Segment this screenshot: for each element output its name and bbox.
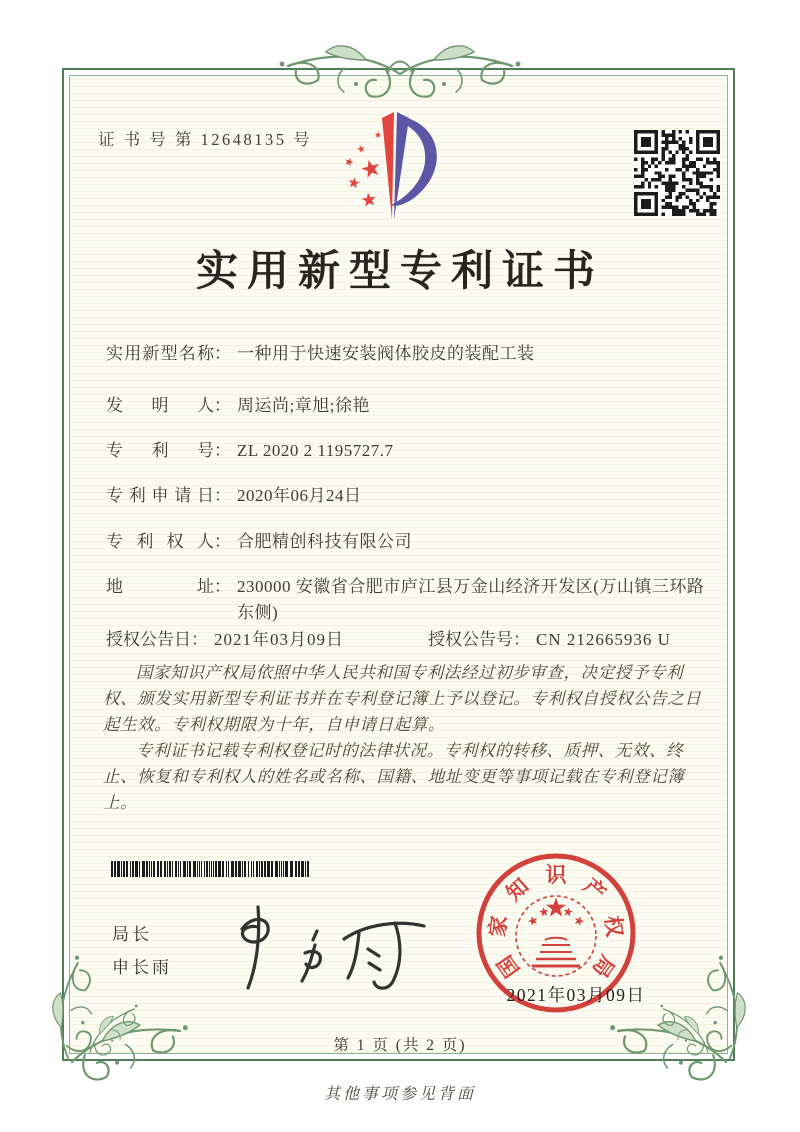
field-label: 专利号 bbox=[106, 441, 214, 460]
legal-text bbox=[103, 660, 704, 816]
field-row-inventor bbox=[106, 393, 738, 419]
svg-text:产: 产 bbox=[578, 873, 611, 906]
svg-text:国: 国 bbox=[492, 950, 525, 982]
field-colon: ： bbox=[214, 486, 231, 505]
field-row-patent-no bbox=[106, 438, 738, 464]
field-row-name bbox=[106, 341, 738, 367]
barcode bbox=[111, 861, 312, 877]
certificate-title: 实用新型专利证书 bbox=[195, 249, 604, 295]
field-colon: ： bbox=[214, 441, 231, 460]
seal-text-arc bbox=[485, 863, 627, 982]
field-value: 230000 安徽省合肥市庐江县万金山经济开发区(万山镇三环路东侧) bbox=[237, 577, 705, 622]
field-value: 合肥精创科技有限公司 bbox=[237, 532, 412, 551]
field-value: 一种用于快速安装阀体胶皮的装配工装 bbox=[237, 344, 535, 363]
svg-text:权: 权 bbox=[600, 914, 627, 939]
grant-date-label: 授权公告日 bbox=[106, 630, 191, 649]
cnipa-logo bbox=[336, 108, 466, 230]
page-indicator: 第 1 页 (共 2 页) bbox=[333, 1037, 467, 1054]
seal-date: 2021年03月09日 bbox=[506, 985, 646, 1005]
field-label: 专利权人 bbox=[106, 532, 214, 551]
field-row-filing-date bbox=[106, 483, 738, 509]
field-label: 实用新型名称 bbox=[106, 344, 214, 363]
certificate-number: 证 书 号 第 12648135 号 bbox=[98, 130, 313, 149]
official-name: 申长雨 bbox=[112, 958, 172, 977]
grant-no-value: CN 212665936 U bbox=[536, 630, 671, 649]
svg-text:家: 家 bbox=[485, 914, 512, 939]
field-label: 专利申请日 bbox=[106, 486, 214, 505]
field-colon: ： bbox=[214, 532, 231, 551]
qr-code bbox=[634, 130, 720, 216]
field-colon: ： bbox=[214, 396, 231, 415]
svg-text:局: 局 bbox=[587, 950, 620, 982]
field-colon: ： bbox=[214, 577, 231, 596]
grant-date-pair bbox=[106, 627, 344, 653]
grant-no-label: 授权公告号 bbox=[428, 630, 513, 649]
grant-no-pair bbox=[428, 627, 671, 653]
back-note: 其他事项参见背面 bbox=[323, 1086, 476, 1103]
field-label: 地址 bbox=[106, 577, 214, 596]
field-value: 2020年06月24日 bbox=[237, 486, 362, 505]
field-value: 周运尚;章旭;徐艳 bbox=[237, 396, 370, 415]
field-colon: ： bbox=[214, 344, 231, 363]
field-row-patentee bbox=[106, 529, 738, 555]
field-label: 发明人 bbox=[106, 396, 214, 415]
svg-text:识: 识 bbox=[545, 863, 567, 887]
grant-date-value: 2021年03月09日 bbox=[214, 630, 344, 649]
field-colon: ： bbox=[191, 630, 208, 649]
legal-paragraph: 专利证书记载专利权登记时的法律状况。专利权的转移、质押、无效、终止、恢复和专利权人的姓名或名称、国籍、地址变更等事项记载在专利登记簿上。 bbox=[103, 741, 685, 812]
legal-paragraph: 国家知识产权局依照中华人民共和国专利法经过初步审查，决定授予专利权、颁发实用新型专利证书并在专利登记簿上予以登记。专利权自授权公告之日起生效。专利权期限为十年，自申请日起算。 bbox=[103, 663, 702, 734]
field-colon: ： bbox=[513, 630, 530, 649]
field-row-address bbox=[106, 574, 738, 626]
field-value: ZL 2020 2 1195727.7 bbox=[237, 441, 394, 460]
official-title: 局长 bbox=[112, 925, 152, 944]
svg-text:知: 知 bbox=[501, 873, 534, 906]
commissioner-signature bbox=[218, 893, 433, 993]
